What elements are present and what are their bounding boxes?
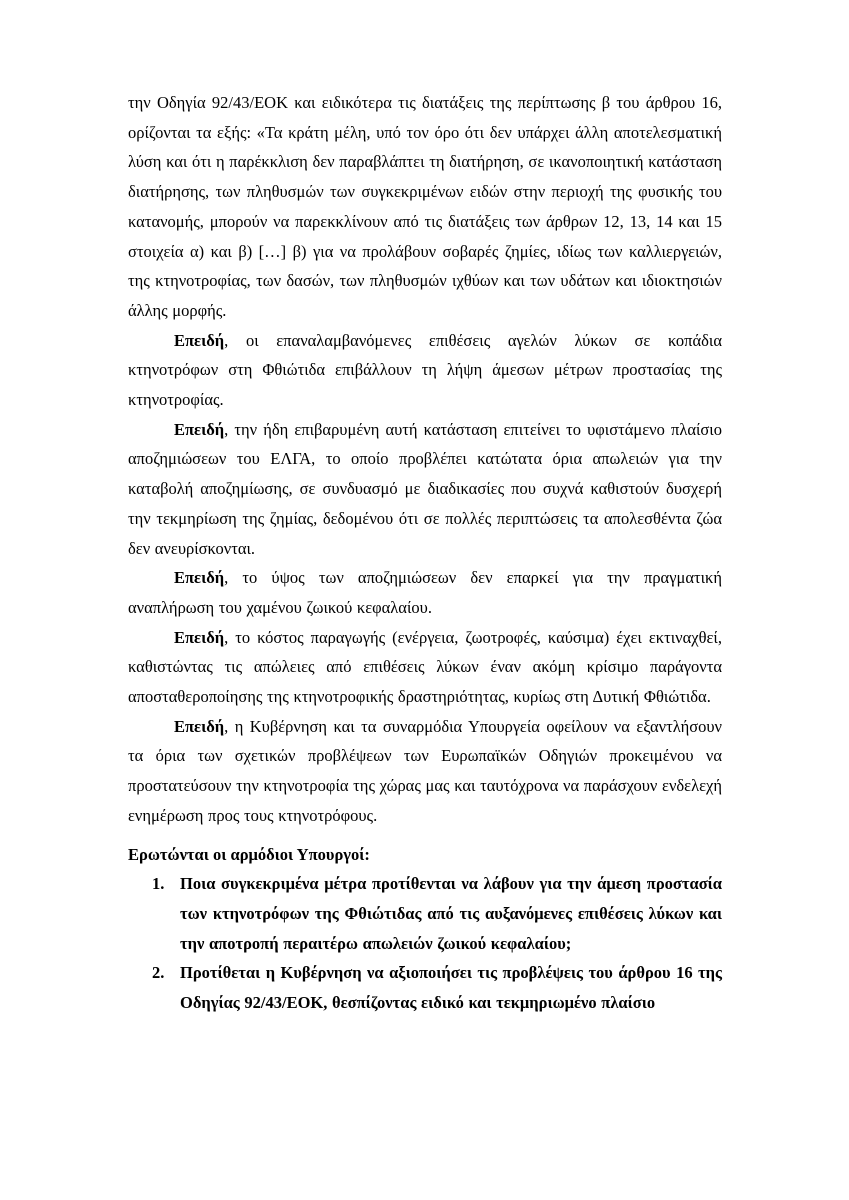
questions-heading: Ερωτώνται οι αρμόδιοι Υπουργοί: (128, 844, 370, 864)
question-number: 1. (152, 874, 165, 894)
paragraph-lead: Επειδή (174, 419, 225, 439)
paragraph-epeidi-2 (128, 415, 722, 564)
paragraph-epeidi-3 (128, 563, 722, 622)
paragraph-epeidi-1 (128, 326, 722, 415)
paragraph-text: , οι επαναλαμβανόμενες επιθέσεις αγελών λύκων σε κοπάδια κτηνοτρόφων στη Φθιώτιδα επιβάλλουν τη λήψη άμεσων μέτρων προστασίας της κτηνοτροφίας. (128, 330, 722, 410)
paragraph-text: την Οδηγία 92/43/ΕΟΚ και ειδικότερα τις διατάξεις της περίπτωσης β του άρθρου 16, ορίζονται τα εξής: «Τα κράτη μέλη, υπό τον όρο ότι δεν υπάρχει άλλη αποτελεσματική λύση και ότι η παρέκκλιση δεν παραβλάπτει τη διατήρηση, σε ικανοποιητική κατάσταση διατήρησης, των πληθυσμών των συγκεκριμένων ειδών στην περιοχή της φυσικής του κατανομής, μπορούν να παρεκκλίνουν από τις διατάξεις των άρθρων 12, 13, 14 και 15 στοιχεία α) και β) […] β) για να προλάβουν σοβαρές ζημίες, ιδίως των καλλιεργειών, της κτηνοτροφίας, των δασών, των πληθυσμών ιχθύων και των υδάτων και ιδιοκτησιών άλλης μορφής. (128, 93, 722, 320)
paragraph-lead: Επειδή (174, 716, 225, 736)
paragraph-text: , το ύψος των αποζημιώσεων δεν επαρκεί για την πραγματική αναπλήρωση του χαμένου ζωικού κεφαλαίου. (128, 568, 722, 617)
question-item-2 (128, 958, 722, 1017)
paragraph-lead: Επειδή (174, 568, 225, 588)
document-body (128, 88, 722, 1018)
paragraph-lead: Επειδή (174, 330, 225, 350)
question-number: 2. (152, 963, 165, 983)
paragraph-continuation (128, 88, 722, 326)
question-text: Προτίθεται η Κυβέρνηση να αξιοποιήσει τις προβλέψεις του άρθρου 16 της Οδηγίας 92/43/ΕΟΚ, θεσπίζοντας ειδικό και τεκμηριωμένο πλαίσιο (180, 963, 722, 1013)
question-item-1 (128, 869, 722, 958)
question-text: Ποια συγκεκριμένα μέτρα προτίθενται να λάβουν για την άμεση προστασία των κτηνοτρόφων της Φθιώτιδας από τις αυξανόμενες επιθέσεις λύκων και την αποτροπή περαιτέρω απωλειών ζωικού κεφαλαίου; (180, 874, 722, 953)
paragraph-epeidi-5 (128, 712, 722, 831)
paragraph-text: , το κόστος παραγωγής (ενέργεια, ζωοτροφές, καύσιμα) έχει εκτιναχθεί, καθιστώντας τις απώλειες από επιθέσεις λύκων έναν ακόμη κρίσιμο παράγοντα αποσταθεροποίησης της κτηνοτροφικής δραστηριότητας, κυρίως στη Δυτική Φθιώτιδα. (128, 627, 722, 707)
paragraph-text: , η Κυβέρνηση και τα συναρμόδια Υπουργεία οφείλουν να εξαντλήσουν τα όρια των σχετικών προβλέψεων των Ευρωπαϊκών Οδηγιών προκειμένου να προστατεύσουν την κτηνοτροφία της χώρας μας και ταυτόχρονα να παράσχουν ενδελεχή ενημέρωση προς τους κτηνοτρόφους. (128, 716, 722, 825)
paragraph-epeidi-4 (128, 623, 722, 712)
paragraph-lead: Επειδή (174, 627, 225, 647)
paragraph-text: , την ήδη επιβαρυμένη αυτή κατάσταση επιτείνει το υφιστάμενο πλαίσιο αποζημιώσεων του ΕΛΓΑ, το οποίο προβλέπει κατώτατα όρια απωλειών για την καταβολή αποζημίωσης, σε συνδυασμό με διαδικασίες που συχνά καθιστούν δυσχερή την τεκμηρίωση της ζημίας, δεδομένου ότι σε πολλές περιπτώσεις τα απολεσθέντα ζώα δεν ανευρίσκονται. (128, 419, 722, 558)
